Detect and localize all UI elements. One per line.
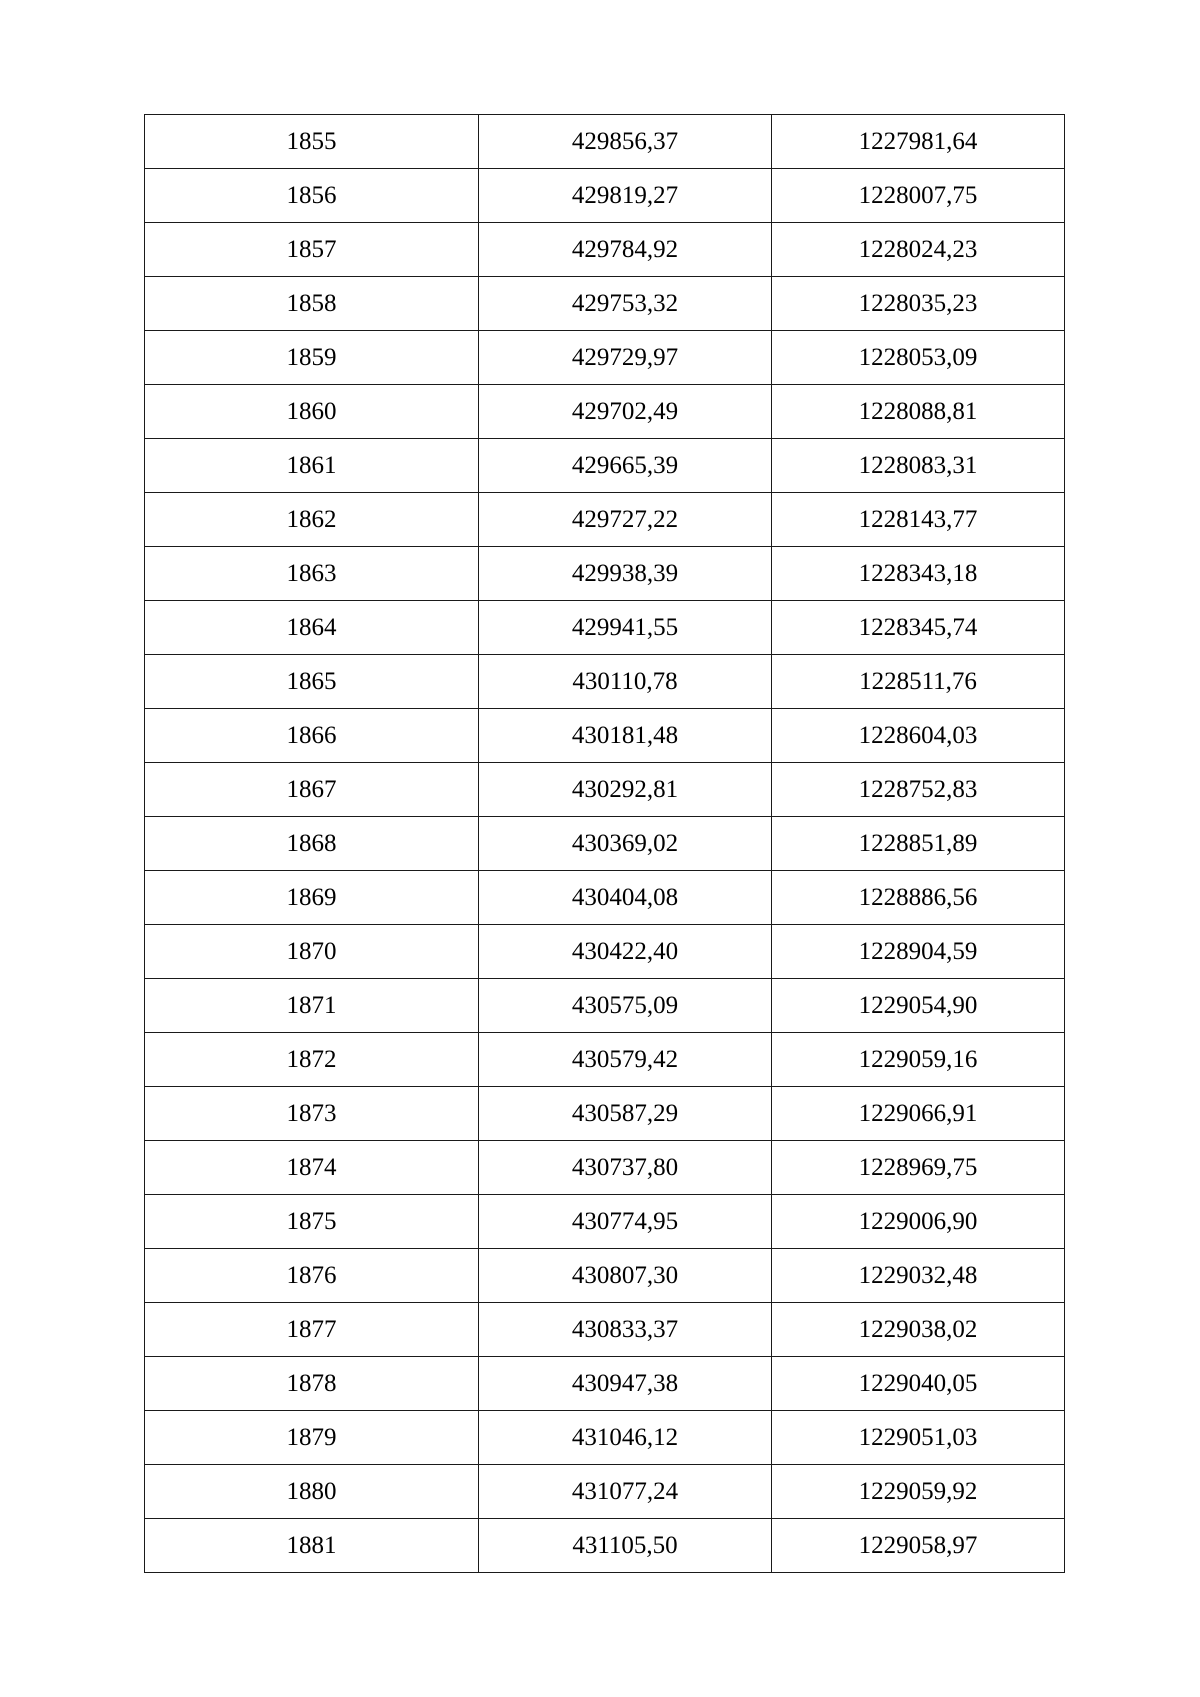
y-coordinate-cell: 1229051,03 [772,1411,1065,1465]
point-number-cell: 1863 [145,547,479,601]
x-coordinate-cell: 430947,38 [479,1357,772,1411]
y-coordinate-cell: 1229059,16 [772,1033,1065,1087]
x-coordinate-cell: 430181,48 [479,709,772,763]
x-coordinate-cell: 429784,92 [479,223,772,277]
table-row [145,1465,1065,1519]
table-row [145,1087,1065,1141]
x-coordinate-cell: 429938,39 [479,547,772,601]
point-number-cell: 1881 [145,1519,479,1573]
y-coordinate-cell: 1228969,75 [772,1141,1065,1195]
table-row [145,1033,1065,1087]
y-coordinate-cell: 1229054,90 [772,979,1065,1033]
table-row [145,493,1065,547]
point-number-cell: 1880 [145,1465,479,1519]
x-coordinate-cell: 430422,40 [479,925,772,979]
table-row [145,223,1065,277]
point-number-cell: 1879 [145,1411,479,1465]
x-coordinate-cell: 430737,80 [479,1141,772,1195]
point-number-cell: 1861 [145,439,479,493]
y-coordinate-cell: 1228851,89 [772,817,1065,871]
point-number-cell: 1856 [145,169,479,223]
point-number-cell: 1876 [145,1249,479,1303]
x-coordinate-cell: 429856,37 [479,115,772,169]
x-coordinate-cell: 429819,27 [479,169,772,223]
point-number-cell: 1868 [145,817,479,871]
y-coordinate-cell: 1229066,91 [772,1087,1065,1141]
y-coordinate-cell: 1228343,18 [772,547,1065,601]
y-coordinate-cell: 1228088,81 [772,385,1065,439]
y-coordinate-cell: 1227981,64 [772,115,1065,169]
x-coordinate-cell: 430807,30 [479,1249,772,1303]
point-number-cell: 1859 [145,331,479,385]
point-number-cell: 1858 [145,277,479,331]
table-row [145,1195,1065,1249]
table-row [145,1249,1065,1303]
point-number-cell: 1864 [145,601,479,655]
x-coordinate-cell: 430774,95 [479,1195,772,1249]
y-coordinate-cell: 1228053,09 [772,331,1065,385]
y-coordinate-cell: 1228886,56 [772,871,1065,925]
point-number-cell: 1874 [145,1141,479,1195]
y-coordinate-cell: 1228752,83 [772,763,1065,817]
table-row [145,1141,1065,1195]
y-coordinate-cell: 1228024,23 [772,223,1065,277]
x-coordinate-cell: 431105,50 [479,1519,772,1573]
y-coordinate-cell: 1228511,76 [772,655,1065,709]
point-number-cell: 1869 [145,871,479,925]
y-coordinate-cell: 1228083,31 [772,439,1065,493]
table-row [145,1303,1065,1357]
table-row [145,655,1065,709]
table-row [145,277,1065,331]
coordinates-table-body [145,115,1065,1573]
table-row [145,331,1065,385]
table-row [145,871,1065,925]
table-row [145,385,1065,439]
table-row [145,1411,1065,1465]
y-coordinate-cell: 1228007,75 [772,169,1065,223]
y-coordinate-cell: 1228035,23 [772,277,1065,331]
x-coordinate-cell: 431077,24 [479,1465,772,1519]
point-number-cell: 1877 [145,1303,479,1357]
y-coordinate-cell: 1229006,90 [772,1195,1065,1249]
point-number-cell: 1873 [145,1087,479,1141]
table-row [145,115,1065,169]
x-coordinate-cell: 430369,02 [479,817,772,871]
x-coordinate-cell: 429753,32 [479,277,772,331]
point-number-cell: 1872 [145,1033,479,1087]
table-row [145,817,1065,871]
x-coordinate-cell: 430292,81 [479,763,772,817]
x-coordinate-cell: 431046,12 [479,1411,772,1465]
x-coordinate-cell: 430833,37 [479,1303,772,1357]
point-number-cell: 1867 [145,763,479,817]
table-row [145,763,1065,817]
table-row [145,439,1065,493]
x-coordinate-cell: 430110,78 [479,655,772,709]
coordinates-table [144,114,1065,1573]
table-row [145,1519,1065,1573]
y-coordinate-cell: 1228604,03 [772,709,1065,763]
x-coordinate-cell: 430579,42 [479,1033,772,1087]
table-row [145,169,1065,223]
x-coordinate-cell: 430404,08 [479,871,772,925]
y-coordinate-cell: 1228904,59 [772,925,1065,979]
point-number-cell: 1875 [145,1195,479,1249]
table-row [145,925,1065,979]
y-coordinate-cell: 1229058,97 [772,1519,1065,1573]
point-number-cell: 1862 [145,493,479,547]
table-row [145,1357,1065,1411]
point-number-cell: 1878 [145,1357,479,1411]
table-row [145,979,1065,1033]
x-coordinate-cell: 430575,09 [479,979,772,1033]
y-coordinate-cell: 1229040,05 [772,1357,1065,1411]
point-number-cell: 1866 [145,709,479,763]
point-number-cell: 1865 [145,655,479,709]
y-coordinate-cell: 1229059,92 [772,1465,1065,1519]
point-number-cell: 1871 [145,979,479,1033]
point-number-cell: 1860 [145,385,479,439]
point-number-cell: 1855 [145,115,479,169]
y-coordinate-cell: 1228345,74 [772,601,1065,655]
x-coordinate-cell: 429665,39 [479,439,772,493]
x-coordinate-cell: 429702,49 [479,385,772,439]
point-number-cell: 1857 [145,223,479,277]
y-coordinate-cell: 1229038,02 [772,1303,1065,1357]
point-number-cell: 1870 [145,925,479,979]
y-coordinate-cell: 1229032,48 [772,1249,1065,1303]
x-coordinate-cell: 429941,55 [479,601,772,655]
x-coordinate-cell: 429729,97 [479,331,772,385]
x-coordinate-cell: 430587,29 [479,1087,772,1141]
table-row [145,709,1065,763]
x-coordinate-cell: 429727,22 [479,493,772,547]
table-row [145,601,1065,655]
y-coordinate-cell: 1228143,77 [772,493,1065,547]
table-row [145,547,1065,601]
